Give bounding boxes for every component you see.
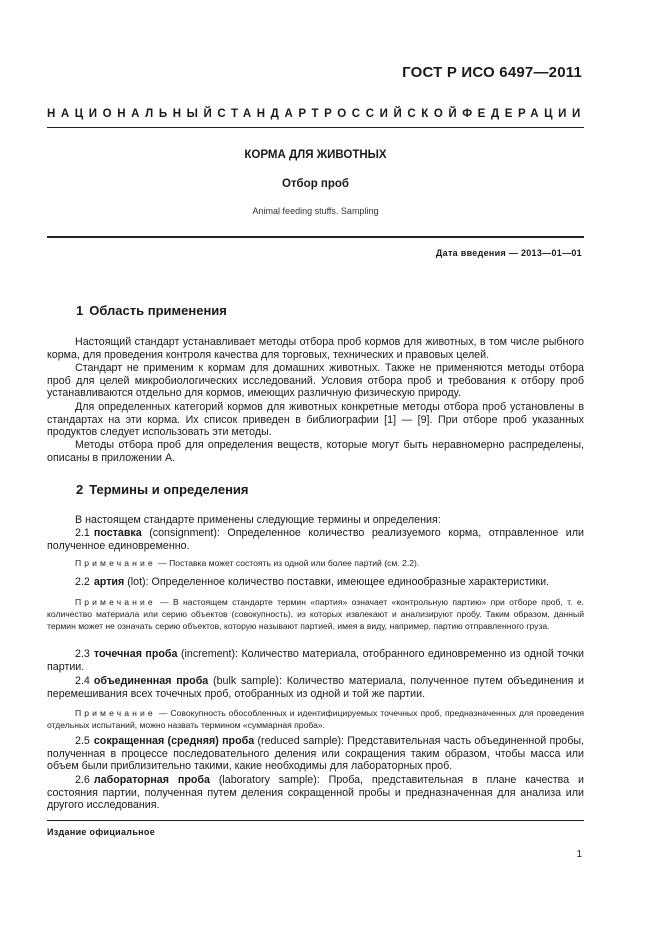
term: поставка bbox=[93, 527, 142, 539]
term-definition-text: (lot): Определенное количество поставки, имеющее единообразные характеристики. bbox=[124, 576, 550, 588]
term-number: 2.5 bbox=[75, 735, 90, 747]
note-label: Примечание bbox=[75, 597, 156, 607]
term-definition bbox=[47, 648, 584, 673]
page-number: 1 bbox=[576, 849, 582, 860]
term: артия bbox=[93, 576, 125, 588]
section-number: 2 bbox=[76, 482, 84, 497]
national-standard-heading bbox=[47, 108, 584, 120]
term-number: 2.2 bbox=[75, 576, 90, 588]
section-number: 1 bbox=[76, 303, 84, 318]
note-text: — В настоящем стандарте термин «партия» означает «контрольную партию» при отборе проб, т. е. количество материала или серию объектов (совокупность), из которых извлекают и анализируют пробу. Таким образом, данный термин может не означать серию объектов, которую называют партией, имея в виду, например, партию отправленного груза. bbox=[47, 597, 584, 631]
paragraph: Настоящий стандарт устанавливает методы отбора проб кормов для животных, в том числе рыбного корма, для проведения контроля качества для торговых, технических и правовых целей. bbox=[47, 336, 584, 361]
term-definition bbox=[47, 774, 584, 812]
term-definition-text: (laboratory sample): Проба, представительная в плане качества и состояния партии, полученная путем деления сокращенной пробы и предназначенная для анализа или другого исследования. bbox=[47, 774, 584, 812]
section-1-heading bbox=[76, 303, 227, 318]
national-word: НАЦИОНАЛЬНЫЙ bbox=[47, 108, 218, 120]
note-text: — Поставка может состоять из одной или более партий (см. 2.2). bbox=[155, 558, 420, 568]
document-title: КОРМА ДЛЯ ЖИВОТНЫХ bbox=[244, 149, 387, 161]
term-definition-text: (reduced sample): Представительная часть объединенной пробы, полученная в процессе последовательного деления или сокращения таким образом, чтобы масса или объем были приблизительно такими, какие необходимы для лабораторных проб. bbox=[47, 735, 584, 773]
document-id: ГОСТ Р ИСО 6497—2011 bbox=[402, 64, 582, 81]
term-definition-text: (consignment): Определенное количество реализуемого корма, отправленное или полученное единовременно. bbox=[47, 527, 584, 552]
term-definition bbox=[47, 576, 584, 589]
term: лабораторная проба bbox=[93, 774, 210, 786]
national-word: СТАНДАРТ bbox=[217, 108, 325, 120]
note-label: Примечание bbox=[75, 558, 156, 568]
section-title: Термины и определения bbox=[89, 482, 249, 497]
term-number: 2.6 bbox=[75, 774, 90, 786]
term-definition-text: (increment): Количество материала, отобранного единовременно из одной точки партии. bbox=[47, 648, 584, 673]
term-definition bbox=[47, 675, 584, 700]
note-label: Примечание bbox=[75, 708, 156, 718]
paragraph: Стандарт не применим к кормам для домашних животных. Также не применяются методы отбора проб для целей микробиологических исследований. Условия отбора проб и требования к отбору проб устанавливаются отдельно для кормов, имеющих различную физическую природу. bbox=[47, 362, 584, 400]
term-definition bbox=[47, 527, 584, 552]
introduction-date: Дата введения — 2013—01—01 bbox=[435, 248, 582, 258]
note bbox=[47, 557, 584, 569]
section-title: Область применения bbox=[89, 303, 227, 318]
national-word: ФЕДЕРАЦИИ bbox=[462, 108, 586, 120]
note bbox=[47, 596, 584, 632]
english-title: Animal feeding stuffs. Sampling bbox=[252, 206, 379, 216]
term-number: 2.3 bbox=[75, 648, 90, 660]
divider bbox=[47, 127, 584, 128]
term-definition-text: (bulk sample): Количество материала, полученное путем объединения и перемешивания всех точечных проб, отобранных из одной и той же партии. bbox=[47, 675, 584, 700]
note bbox=[47, 707, 584, 731]
edition-label: Издание официальное bbox=[47, 827, 156, 837]
paragraph: Методы отбора проб для определения веществ, которые могут быть неравномерно распределены, описаны в приложении А. bbox=[47, 439, 584, 464]
paragraph: Для определенных категорий кормов для животных конкретные методы отбора проб установлены в стандартах на эти корма. Их список приведен в библиографии [1] — [9]. При отборе проб указанных продуктов следует использовать эти методы. bbox=[47, 401, 584, 439]
document-subtitle: Отбор проб bbox=[281, 178, 350, 190]
term-definition bbox=[47, 735, 584, 773]
paragraph: В настоящем стандарте применены следующие термины и определения: bbox=[75, 514, 441, 526]
divider bbox=[47, 236, 584, 238]
term: сокращенная (средняя) проба bbox=[93, 735, 255, 747]
divider bbox=[47, 820, 584, 821]
term-number: 2.4 bbox=[75, 675, 90, 687]
term: объединенная проба bbox=[93, 675, 209, 687]
section-2-heading bbox=[76, 482, 249, 497]
term: точечная проба bbox=[93, 648, 178, 660]
national-word: РОССИЙСКОЙ bbox=[324, 108, 463, 120]
term-number: 2.1 bbox=[75, 527, 90, 539]
note-text: — Совокупность обособленных и идентифицируемых точечных проб, предназначенных для проведения отдельных испытаний, можно назвать термином «суммарная проба». bbox=[47, 708, 584, 730]
